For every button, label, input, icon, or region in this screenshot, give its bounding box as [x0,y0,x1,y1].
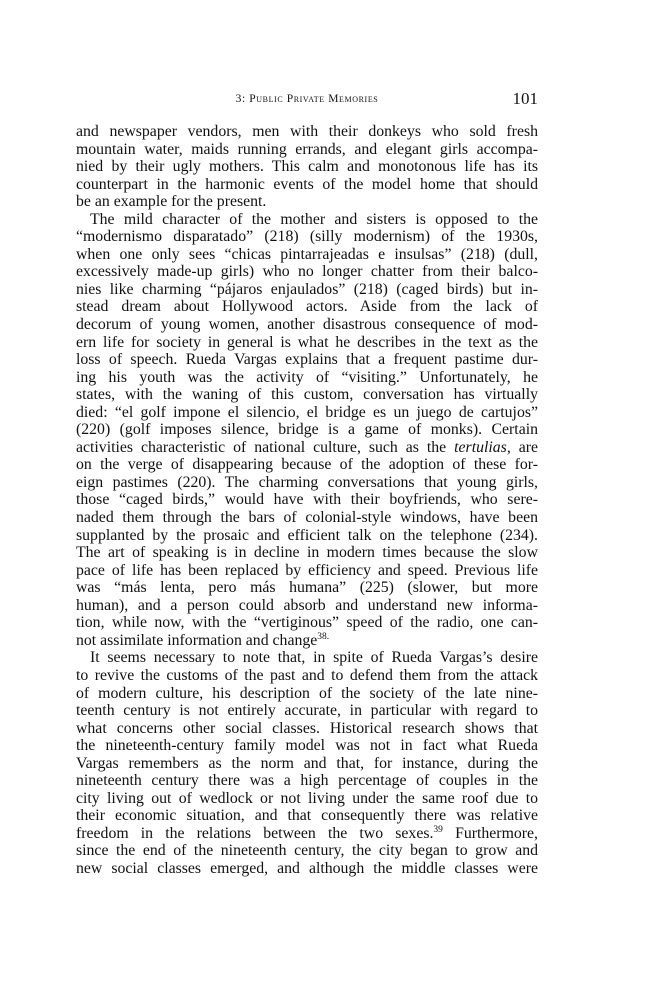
text-line [76,667,538,685]
text-line [76,702,538,720]
text-line [76,386,538,404]
footnote-marker: 38. [317,631,330,642]
text-line [76,193,538,211]
text-line [76,614,538,632]
text-segment: The mild character of the mother and sisters is opposed to the [90,210,538,228]
text-line [76,158,538,176]
text-line [76,281,538,299]
text-segment: when one only sees “chicas pintarrajeadas e insulsas” (218) (dull, [76,245,538,263]
text-segment: naded them through the bars of colonial-style windows, have been [76,509,538,527]
text-line [76,474,538,492]
text-line [76,632,538,650]
text-segment: nies like charming “pájaros enjaulados” (218) (caged birds) but in- [76,280,538,298]
text-line [76,316,538,334]
text-line [76,544,538,562]
text-segment: human), and a person could absorb and understand new informa- [76,596,538,614]
text-segment: loss of speech. Rueda Vargas explains that a frequent pastime dur- [76,351,538,369]
text-line [76,228,538,246]
text-line [76,685,538,703]
text-segment: city living out of wedlock or not living under the same roof due to [76,789,538,807]
text-line [76,404,538,422]
text-line [76,456,538,474]
text-line [76,334,538,352]
text-line [76,491,538,509]
text-segment: counterpart in the harmonic events of the model home that should [76,175,538,193]
text-segment: nineteenth century there was a high percentage of couples in the [76,772,538,790]
text-line [76,807,538,825]
text-segment: what concerns other social classes. Historical research shows that [76,719,538,737]
text-segment: stead dream about Hollywood actors. Aside from the lack of [76,298,538,316]
text-line [76,860,538,878]
text-line [76,421,538,439]
text-segment: supplanted by the prosaic and efficient talk on the telephone (234). [76,526,538,544]
footnote-marker: 39 [433,824,443,835]
text-segment: pace of life has been replaced by efficiency and speed. Previous life [76,561,538,579]
text-segment: since the end of the nineteenth century, the city began to grow and [76,842,538,860]
text-segment: be an example for the present. [76,193,267,211]
text-line [76,562,538,580]
running-head [76,89,538,111]
text-segment: eign pastimes (220). The charming conversations that young girls, [76,473,538,491]
text-segment: died: “el golf impone el silencio, el bridge es un juego de cartujos” [76,403,538,421]
text-segment: mountain water, maids running errands, and elegant girls accompa- [76,140,538,158]
text-segment: and newspaper vendors, men with their donkeys who sold fresh [76,123,538,140]
text-segment: to revive the customs of the past and to defend them from the attack [76,666,538,684]
text-segment: The art of speaking is in decline in modern times because the slow [76,544,538,562]
text-line [76,211,538,229]
text-line [76,772,538,790]
text-line [76,176,538,194]
text-segment: their economic situation, and that consequently there was relative [76,807,538,825]
text-segment: the nineteenth-century family model was not in fact what Rueda [76,737,538,755]
text-line [76,649,538,667]
text-segment: was “más lenta, pero más humana” (225) (slower, but more [76,579,538,597]
text-line [76,579,538,597]
text-line [76,842,538,860]
text-line [76,527,538,545]
text-segment: Vargas remembers as the norm and that, for instance, during the [76,754,538,772]
text-segment: “modernismo disparatado” (218) (silly modernism) of the 1930s, [76,228,538,246]
text-segment: tion, while now, with the “vertiginous” speed of the radio, one can- [76,614,538,632]
text-segment: teenth century is not entirely accurate, in particular with regard to [76,702,538,720]
text-line [76,369,538,387]
text-line [76,351,538,369]
text-segment: It seems necessary to note that, in spite of Rueda Vargas’s desire [90,649,538,667]
text-line [76,825,538,843]
italic-text: tertulias, [454,438,511,456]
text-line [76,720,538,738]
text-segment: activities characteristic of national culture, such as the [76,438,455,456]
text-segment: nied by their ugly mothers. This calm and monotonous life has its [76,158,538,176]
text-segment: freedom in the relations between the two sexes. [76,824,434,842]
page-number: 101 [512,89,538,108]
text-line [76,737,538,755]
text-segment: ern life for society in general is what he describes in the text as the [76,333,538,351]
text-segment: states, with the waning of this custom, conversation has virtually [76,386,538,404]
text-segment: on the verge of disappearing because of the adoption of these for- [76,456,538,474]
text-segment: of modern culture, his description of the society of the late nine- [76,684,538,702]
text-segment: ing his youth was the activity of “visiting.” Unfortunately, he [76,368,538,386]
text-segment: new social classes emerged, and although the middle classes were [76,859,538,877]
text-line [76,298,538,316]
text-line [76,263,538,281]
text-line [76,439,538,457]
text-line [76,246,538,264]
body-text [76,123,538,878]
text-segment: those “caged birds,” would have with their boyfriends, who sere- [76,491,538,509]
text-segment: are [510,438,539,456]
text-line [76,509,538,527]
text-line [76,790,538,808]
text-segment: excessively made-up girls) who no longer chatter from their balco- [76,263,538,281]
running-title: 3: Public Private Memories [235,93,379,105]
text-segment: (220) (golf imposes silence, bridge is a game of monks). Certain [76,421,538,439]
text-line [76,141,538,159]
text-line [76,123,538,141]
text-segment: decorum of young women, another disastrous consequence of mod- [76,316,538,334]
text-segment: Furthermore, [442,824,538,842]
text-segment: not assimilate information and change [76,631,318,649]
text-line [76,755,538,773]
text-line [76,597,538,615]
